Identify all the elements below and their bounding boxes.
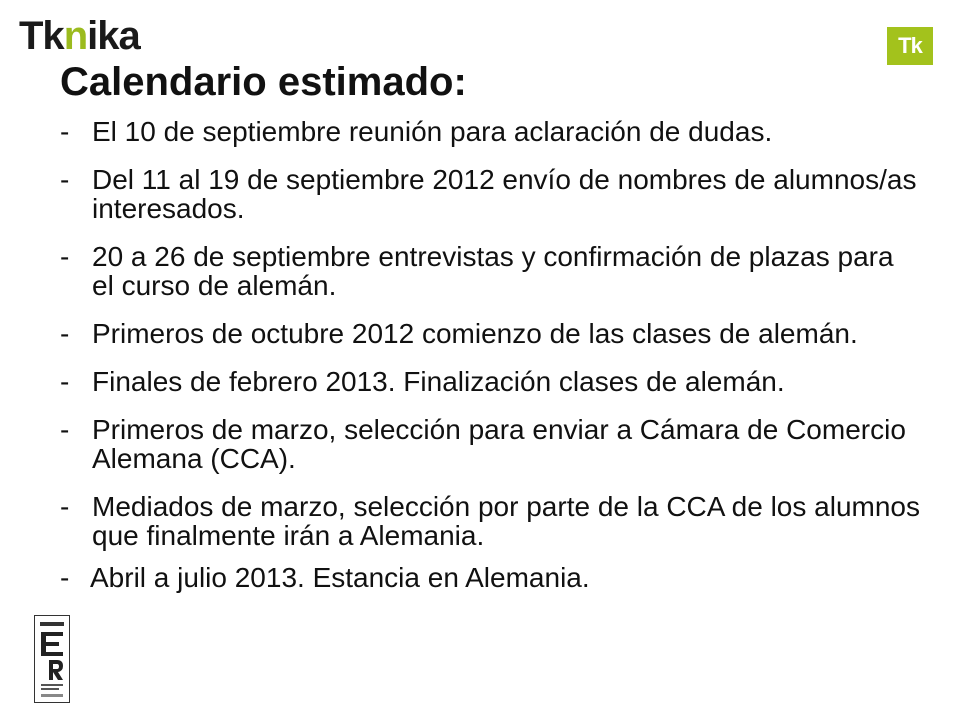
bullet-dash: -	[60, 414, 70, 445]
list-item	[60, 492, 920, 550]
list-item-text: Del 11 al 19 de septiembre 2012 envío de nombres de alumnos/as interesados.	[92, 164, 917, 224]
list-item-text: El 10 de septiembre reunión para aclaración de dudas.	[92, 116, 773, 147]
bullet-dash: -	[60, 366, 70, 397]
list-item-text: Primeros de octubre 2012 comienzo de las clases de alemán.	[92, 318, 858, 349]
list-item-text: Mediados de marzo, selección por parte de la CCA de los alumnos que finalmente irán a Alemania.	[92, 491, 920, 551]
schedule-list	[60, 117, 920, 611]
logo-text-ika: ika	[87, 14, 140, 58]
list-item	[60, 563, 920, 592]
list-item-text: 20 a 26 de septiembre entrevistas y confirmación de plazas para el curso de alemán.	[92, 241, 894, 301]
bullet-dash: -	[60, 318, 70, 349]
list-item	[60, 367, 920, 396]
logo-text-n: n	[63, 14, 88, 58]
list-item-text: Primeros de marzo, selección para enviar a Cámara de Comercio Alemana (CCA).	[92, 414, 906, 474]
page-title: Calendario estimado:	[60, 60, 467, 104]
tknika-logo	[19, 14, 140, 58]
list-item	[60, 319, 920, 348]
bullet-dash: -	[60, 562, 70, 593]
bullet-dash: -	[60, 241, 70, 272]
list-item-text: Abril a julio 2013. Estancia en Alemania.	[90, 562, 590, 593]
list-item	[60, 242, 920, 300]
list-item-text: Finales de febrero 2013. Finalización clases de alemán.	[92, 366, 785, 397]
list-item	[60, 415, 920, 473]
list-item	[60, 117, 920, 146]
tk-badge-logo: Tk	[887, 27, 933, 65]
bullet-dash: -	[60, 116, 70, 147]
list-item	[60, 165, 920, 223]
bullet-dash: -	[60, 491, 70, 522]
logo-text-tk: Tk	[19, 14, 64, 58]
bullet-dash: -	[60, 164, 70, 195]
aenor-certification-icon	[34, 615, 70, 703]
